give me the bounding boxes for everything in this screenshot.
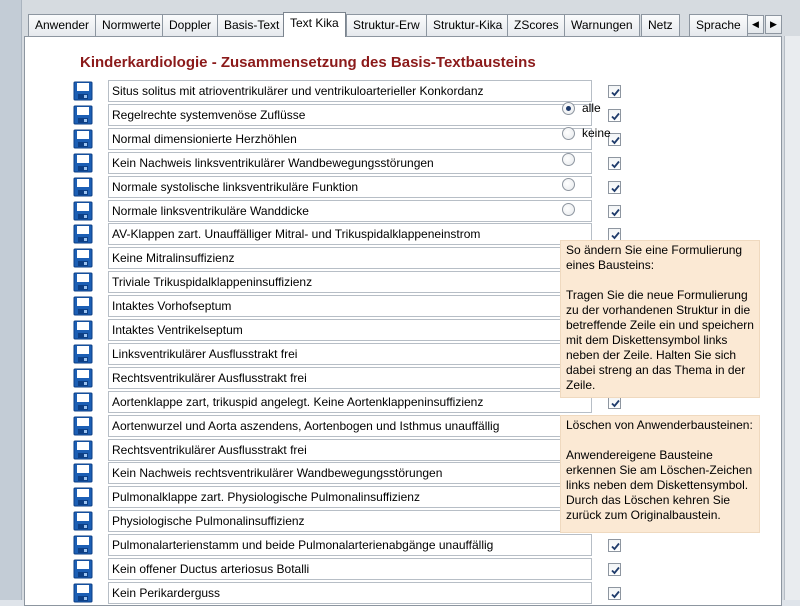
textbaustein-row [73,152,563,174]
left-window-strip [0,0,22,600]
tab-scroll-right-icon[interactable]: ▶ [765,15,782,34]
textbaustein-row [73,295,563,317]
textbaustein-field[interactable]: Aortenwurzel und Aorta aszendens, Aortenbogen und Isthmus unauffällig [108,415,592,437]
textbaustein-row [73,104,563,126]
info-box-loeschen: Löschen von Anwenderbausteinen: Anwendereigene Bausteine erkennen Sie am Löschen-Zeichen links neben dem Diskettensymbol. Durch das Löschen kehren Sie zurück zum Originalbaustein. [560,415,760,533]
textbaustein-field[interactable]: Triviale Trikuspidalklappeninsuffizienz [108,271,592,293]
textbaustein-row [73,247,563,269]
tab-scroll-left-icon[interactable]: ◀ [747,15,764,34]
tab-warnungen[interactable]: Warnungen [564,14,640,36]
save-disk-icon[interactable] [73,463,93,483]
textbaustein-field[interactable]: Pulmonalarterienstamm und beide Pulmonalarterienabgänge unauffällig [108,534,592,556]
save-disk-icon[interactable] [73,105,93,125]
tab-sprache[interactable]: Sprache [689,14,748,36]
save-disk-icon[interactable] [73,487,93,507]
radio-option-5-button[interactable] [562,203,575,216]
textbaustein-row [73,319,563,341]
save-disk-icon[interactable] [73,224,93,244]
tab-text-kika[interactable]: Text Kika [283,12,346,37]
textbaustein-row [73,582,563,604]
textbaustein-field[interactable]: Kein Nachweis linksventrikulärer Wandbewegungsstörungen [108,152,592,174]
save-disk-icon[interactable] [73,320,93,340]
textbaustein-field[interactable]: Situs solitus mit atrioventrikulärer und ventrikuloarterieller Konkordanz [108,80,592,102]
textbaustein-row [73,486,563,508]
textbaustein-row [73,271,563,293]
textbaustein-row [73,534,563,556]
textbaustein-field[interactable]: Normale linksventrikuläre Wanddicke [108,200,592,222]
textbaustein-row [73,80,563,102]
textbaustein-row [73,462,563,484]
textbaustein-field[interactable]: AV-Klappen zart. Unauffälliger Mitral- und Trikuspidalklappeneinstrom [108,223,592,245]
include-checkbox[interactable] [608,563,621,576]
textbaustein-field[interactable]: Normale systolische linksventrikuläre Funktion [108,176,592,198]
textbaustein-field[interactable]: Keine Mitralinsuffizienz [108,247,592,269]
radio-keine-label: keine [582,126,611,140]
textbaustein-row [73,200,563,222]
include-checkbox[interactable] [608,539,621,552]
textbaustein-field[interactable]: Kein Perikarderguss [108,582,592,604]
textbaustein-row [73,439,563,461]
include-checkbox[interactable] [608,85,621,98]
save-disk-icon[interactable] [73,559,93,579]
textbaustein-row [73,223,563,245]
textbaustein-field[interactable]: Linksventrikulärer Ausflusstrakt frei [108,343,592,365]
textbaustein-row [73,128,563,150]
textbaustein-field[interactable]: Aortenklappe zart, trikuspid angelegt. Keine Aortenklappeninsuffizienz [108,391,592,413]
radio-keine[interactable] [562,126,662,142]
textbaustein-row [73,415,563,437]
save-disk-icon[interactable] [73,296,93,316]
textbaustein-field[interactable]: Regelrechte systemvenöse Zuflüsse [108,104,592,126]
info-box-formulierung: So ändern Sie eine Formulierung eines Bausteins: Tragen Sie die neue Formulierung zu der vorhandenen Struktur in die betreffende Zeile ein und speichern mit dem Diskettensymbol links neben der Zeile. Halten Sie sich dabei streng an das Thema in der Zeile. [560,240,760,398]
textbaustein-field[interactable]: Kein offener Ductus arteriosus Botalli [108,558,592,580]
save-disk-icon[interactable] [73,129,93,149]
save-disk-icon[interactable] [73,344,93,364]
save-disk-icon[interactable] [73,511,93,531]
save-disk-icon[interactable] [73,201,93,221]
window-scrollbar[interactable] [784,36,800,600]
tab-basis-text[interactable]: Basis-Text [217,14,286,36]
textbaustein-field[interactable]: Physiologische Pulmonalinsuffizienz [108,510,592,532]
textbaustein-row [73,510,563,532]
radio-option-3[interactable] [562,152,662,168]
textbaustein-row [73,343,563,365]
save-disk-icon[interactable] [73,392,93,412]
textbaustein-row [73,176,563,198]
textbaustein-field[interactable]: Intaktes Vorhofseptum [108,295,592,317]
textbaustein-row [73,367,563,389]
radio-option-4-button[interactable] [562,178,575,191]
save-disk-icon[interactable] [73,272,93,292]
save-disk-icon[interactable] [73,416,93,436]
save-disk-icon[interactable] [73,153,93,173]
radio-alle-label: alle [582,101,601,115]
radio-option-4[interactable] [562,177,662,193]
tab-struktur-kika[interactable]: Struktur-Kika [426,14,509,36]
radio-option-3-button[interactable] [562,153,575,166]
tab-netz[interactable]: Netz [641,14,680,36]
page-title: Kinderkardiologie - Zusammensetzung des Basis-Textbausteins [80,54,536,71]
radio-keine-button[interactable] [562,127,575,140]
tab-normwerte[interactable]: Normwerte [95,14,168,36]
save-disk-icon[interactable] [73,177,93,197]
save-disk-icon[interactable] [73,440,93,460]
tab-struktur-erw[interactable]: Struktur-Erw [346,14,427,36]
textbaustein-field[interactable]: Kein Nachweis rechtsventrikulärer Wandbewegungsstörungen [108,462,592,484]
textbaustein-field[interactable]: Pulmonalklappe zart. Physiologische Pulmonalinsuffizienz [108,486,592,508]
tab-anwender[interactable]: Anwender [28,14,96,36]
save-disk-icon[interactable] [73,368,93,388]
radio-option-5[interactable] [562,202,662,218]
save-disk-icon[interactable] [73,535,93,555]
radio-alle[interactable] [562,101,662,117]
textbaustein-field[interactable]: Normal dimensionierte Herzhöhlen [108,128,592,150]
textbaustein-row [73,391,563,413]
include-checkbox[interactable] [608,587,621,600]
save-disk-icon[interactable] [73,81,93,101]
radio-alle-button[interactable] [562,102,575,115]
textbaustein-row [73,558,563,580]
textbaustein-field[interactable]: Rechtsventrikulärer Ausflusstrakt frei [108,439,592,461]
save-disk-icon[interactable] [73,248,93,268]
tab-zscores[interactable]: ZScores [507,14,566,36]
tab-bar [24,12,800,36]
textbaustein-field[interactable]: Intaktes Ventrikelseptum [108,319,592,341]
tab-doppler[interactable]: Doppler [162,14,218,36]
textbaustein-field[interactable]: Rechtsventrikulärer Ausflusstrakt frei [108,367,592,389]
